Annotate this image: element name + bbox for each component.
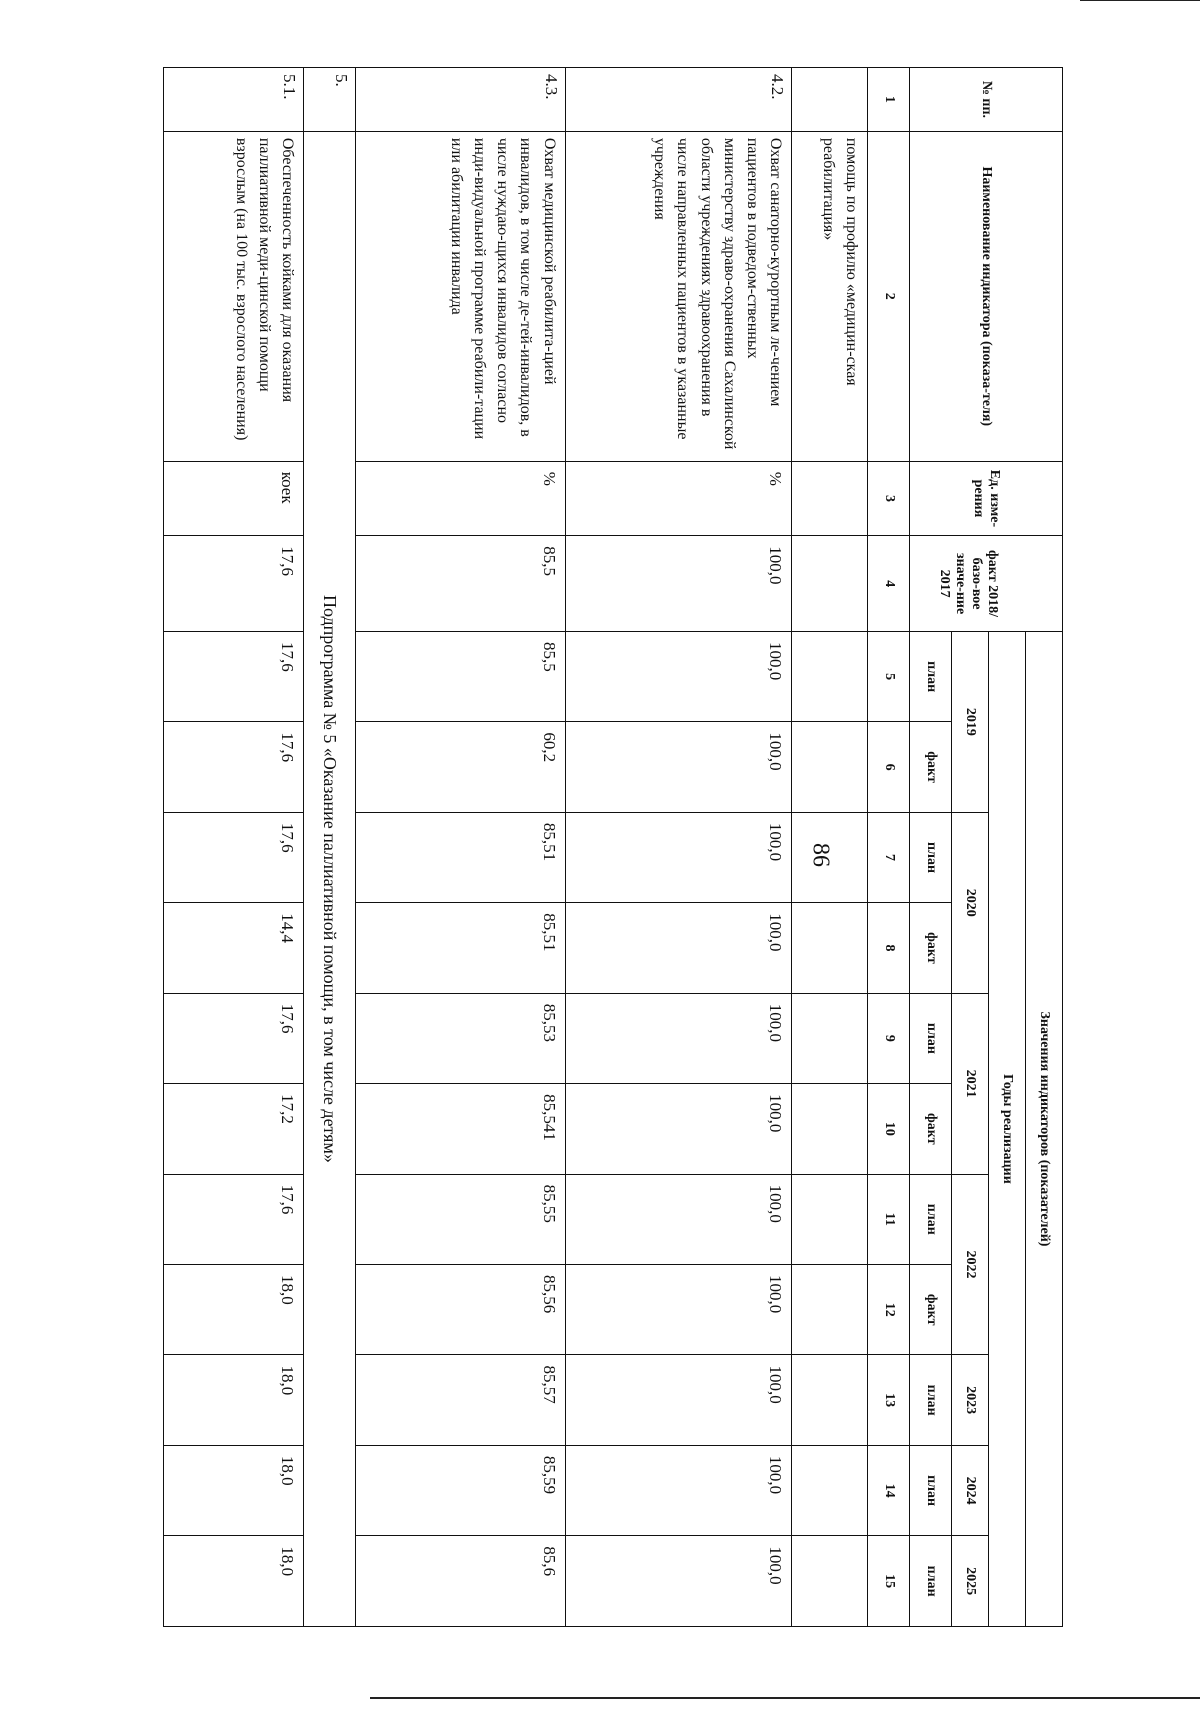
- header-fact: факт: [910, 722, 952, 812]
- scan-artifact-bottom: [370, 1697, 1200, 1699]
- header-name: Наименование индикатора (показа-теля): [910, 131, 1063, 461]
- row-value: 17,6: [164, 536, 304, 632]
- row-value: 100,0: [565, 1445, 792, 1535]
- header-fact: факт: [910, 903, 952, 993]
- row-value: [792, 1445, 868, 1535]
- row-num: [792, 68, 868, 132]
- row-value: 17,6: [164, 812, 304, 902]
- table-row: [164, 68, 304, 1627]
- header-fact: факт: [910, 1084, 952, 1174]
- indicators-table: [163, 67, 1063, 1627]
- header-plan: план: [910, 631, 952, 721]
- column-number: 1: [868, 68, 910, 132]
- row-value: 85,51: [356, 812, 565, 902]
- column-number: 14: [868, 1445, 910, 1535]
- row-value: 17,6: [164, 631, 304, 721]
- row-value: 100,0: [565, 1084, 792, 1174]
- row-value: 100,0: [565, 536, 792, 632]
- row-value: 85,5: [356, 536, 565, 632]
- table-row: [356, 68, 565, 1627]
- header-plan: план: [910, 1536, 952, 1627]
- row-value: 100,0: [565, 903, 792, 993]
- row-value: 60,2: [356, 722, 565, 812]
- row-value: [792, 631, 868, 721]
- column-number: 9: [868, 993, 910, 1083]
- header-base: факт 2018/базо-вое значе-ние 2017: [910, 536, 1026, 632]
- header-years-group: Годы реализации: [989, 631, 1026, 1626]
- column-number: 6: [868, 722, 910, 812]
- header-year-2019: 2019: [952, 631, 989, 812]
- row-value: 100,0: [565, 812, 792, 902]
- row-value: 100,0: [565, 1536, 792, 1627]
- row-value: 18,0: [164, 1445, 304, 1535]
- column-number: 2: [868, 131, 910, 461]
- column-number: 8: [868, 903, 910, 993]
- column-numbers-row: [868, 68, 910, 1627]
- header-plan: план: [910, 1355, 952, 1445]
- table-row: [792, 68, 868, 1627]
- row-value: 17,6: [164, 722, 304, 812]
- row-num: 4.2.: [565, 68, 792, 132]
- row-value: 85,55: [356, 1174, 565, 1264]
- row-value: 85,5: [356, 631, 565, 721]
- header-unit: Ед. изме-рения: [910, 461, 1063, 535]
- row-value: 85,57: [356, 1355, 565, 1445]
- header-plan: план: [910, 812, 952, 902]
- row-unit: %: [356, 461, 565, 535]
- table-row: [565, 68, 792, 1627]
- header-year-2023: 2023: [952, 1355, 989, 1445]
- row-value: [792, 722, 868, 812]
- header-plan: план: [910, 1445, 952, 1535]
- column-number: 12: [868, 1265, 910, 1355]
- column-number: 7: [868, 812, 910, 902]
- header-values-group: Значения индикаторов (показателей): [1026, 631, 1063, 1626]
- row-value: 85,53: [356, 993, 565, 1083]
- page-number: 86: [807, 843, 834, 867]
- subprogram-num: 5.: [304, 68, 356, 132]
- header-year-2022: 2022: [952, 1174, 989, 1355]
- row-value: 85,51: [356, 903, 565, 993]
- column-number: 5: [868, 631, 910, 721]
- header-blank: [1026, 536, 1063, 632]
- row-value: 100,0: [565, 722, 792, 812]
- row-value: [792, 1536, 868, 1627]
- row-value: 85,6: [356, 1536, 565, 1627]
- subprogram-title: Подпрограмма № 5 «Оказание паллиативной помощи, в том числе детям»: [304, 131, 356, 1626]
- header-year-2025: 2025: [952, 1536, 989, 1627]
- row-value: 85,541: [356, 1084, 565, 1174]
- row-name: помощь по профилю «медицин-ская реабилитация»: [792, 131, 868, 461]
- row-value: 18,0: [164, 1536, 304, 1627]
- row-value: 85,56: [356, 1265, 565, 1355]
- scan-artifact-top: [1080, 0, 1200, 1]
- header-fact: факт: [910, 1265, 952, 1355]
- column-number: 4: [868, 536, 910, 632]
- row-value: [792, 1265, 868, 1355]
- row-value: 18,0: [164, 1355, 304, 1445]
- row-value: 18,0: [164, 1265, 304, 1355]
- row-value: [792, 1355, 868, 1445]
- row-unit: %: [565, 461, 792, 535]
- header-year-2020: 2020: [952, 812, 989, 993]
- row-value: [792, 1174, 868, 1264]
- row-num: 5.1.: [164, 68, 304, 132]
- row-num: 4.3.: [356, 68, 565, 132]
- column-number: 13: [868, 1355, 910, 1445]
- row-name: Охват медицинской реабилита-цией инвалидов, в том числе де-тей-инвалидов, в числе нуждаю-щихся инвалидов согласно инди-видуальной программе реабили-тации или абилитации инвалида: [356, 131, 565, 461]
- row-value: 17,6: [164, 1174, 304, 1264]
- header-year-2021: 2021: [952, 993, 989, 1174]
- column-number: 10: [868, 1084, 910, 1174]
- rotated-table-wrapper: [163, 67, 1063, 1627]
- row-value: [792, 993, 868, 1083]
- column-number: 11: [868, 1174, 910, 1264]
- row-value: [792, 903, 868, 993]
- row-unit: [792, 461, 868, 535]
- column-number: 3: [868, 461, 910, 535]
- row-value: [792, 536, 868, 632]
- subprogram-row: [304, 68, 356, 1627]
- header-year-2024: 2024: [952, 1445, 989, 1535]
- row-value: 100,0: [565, 1174, 792, 1264]
- row-value: 100,0: [565, 1265, 792, 1355]
- header-num: № пп.: [910, 68, 1063, 132]
- row-value: 100,0: [565, 631, 792, 721]
- row-value: 85,59: [356, 1445, 565, 1535]
- row-unit: коек: [164, 461, 304, 535]
- column-number: 15: [868, 1536, 910, 1627]
- header-plan: план: [910, 993, 952, 1083]
- row-value: 100,0: [565, 993, 792, 1083]
- row-name: Обеспеченность койками для оказания паллиативной меди-цинской помощи взрослым (на 100 тыс. взрослого населения): [164, 131, 304, 461]
- row-name: Охват санаторно-курортным ле-чением пациентов в подведом-ственных министерству здраво-охранения Сахалинской области учреждениях здравоохранения в числе направленных пациентов в указанные учреждения: [565, 131, 792, 461]
- row-value: [792, 1084, 868, 1174]
- row-value: 17,2: [164, 1084, 304, 1174]
- header-plan: план: [910, 1174, 952, 1264]
- row-value: 14,4: [164, 903, 304, 993]
- row-value: 100,0: [565, 1355, 792, 1445]
- row-value: 17,6: [164, 993, 304, 1083]
- row-value: [792, 812, 868, 902]
